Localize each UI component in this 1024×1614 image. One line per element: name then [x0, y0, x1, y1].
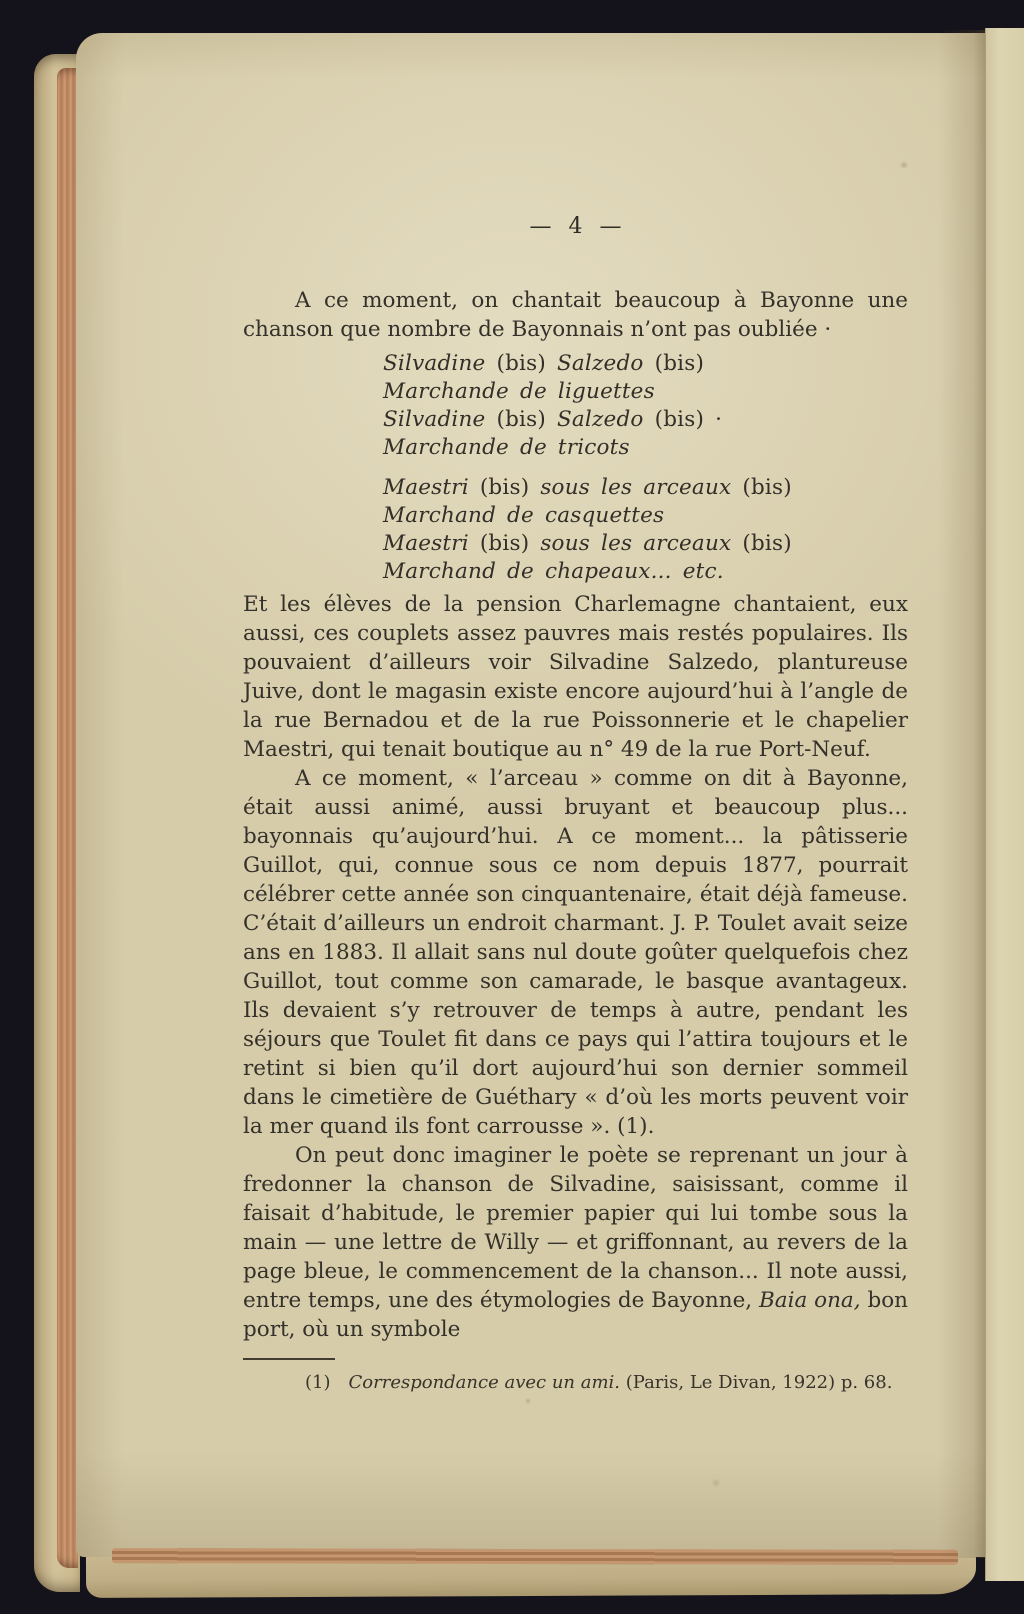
verse-line	[383, 502, 908, 530]
verse-line	[383, 350, 908, 378]
text-segment: Silvadine	[383, 351, 497, 376]
gutter-fold-shadow	[938, 30, 985, 1558]
body-paragraph	[243, 1141, 908, 1344]
text-segment: Baia ona,	[758, 1288, 861, 1313]
body-paragraph	[243, 764, 908, 1141]
text-segment: (1)	[305, 1372, 349, 1393]
text-segment: A ce moment, on chantait beaucoup à Bayonne une chanson que nombre de Bayonnais n’ont pas oubliée ·	[243, 288, 908, 342]
page-text	[243, 212, 908, 1396]
verse-line	[383, 406, 908, 434]
text-segment: sous les arceaux	[540, 531, 743, 556]
page-bottom-edge-pink	[112, 1548, 958, 1565]
text-segment: (bis)	[479, 531, 541, 556]
footnote-rule	[243, 1358, 335, 1360]
song-verse-1	[383, 350, 908, 462]
text-segment: sous les arceaux	[540, 475, 743, 500]
verse-line	[383, 378, 908, 406]
text-segment: On peut donc imaginer le poète se reprenant un jour à fredonner la chanson de Silvadine, saisissant, comme il faisait d’habitude, le premier papier qui lui tombe sous la main — une lettre de Willy — et griffonnant, au revers de la page bleue, le commencement de la chanson... Il note aussi, entre temps, une des étymologies de Bayonne,	[243, 1143, 908, 1313]
text-segment: Salzedo	[556, 407, 655, 432]
text-segment: (bis)	[496, 351, 557, 376]
text-segment: Maestri	[383, 475, 480, 500]
verse-line	[383, 434, 908, 462]
text-segment: Marchande de tricots	[383, 435, 630, 460]
page-number: — 4 —	[529, 214, 622, 239]
text-segment: (Paris, Le Divan, 1922) p. 68.	[620, 1372, 893, 1393]
intro-paragraph	[243, 286, 908, 344]
text-segment: Correspondance avec un ami.	[348, 1372, 621, 1393]
text-segment: Marchande de liguettes	[383, 379, 655, 404]
verse-line	[383, 530, 908, 558]
text-segment: Salzedo	[556, 351, 655, 376]
footnote	[243, 1370, 908, 1396]
text-segment: Marchand de chapeaux... etc.	[383, 559, 724, 584]
text-segment: bon port, où un symbole	[243, 1288, 908, 1342]
adjacent-page-edge	[985, 28, 1024, 1581]
song-verse-2	[383, 474, 908, 586]
body-paragraph	[243, 590, 908, 764]
verse-line	[383, 474, 908, 502]
body-paragraphs	[243, 590, 908, 1344]
verse-line	[383, 558, 908, 586]
text-segment: (bis)	[654, 351, 705, 376]
text-segment: Maestri	[383, 531, 480, 556]
text-segment: (bis)	[742, 531, 792, 556]
text-segment: Et les élèves de la pension Charlemagne chantaient, eux aussi, ces couplets assez pauvres mais restés populaires. Ils pouvaient d’ailleurs voir Silvadine Salzedo, plantureuse Juive, dont le magasin existe encore aujourd’hui à l’angle de la rue Bernadou et de la rue Poissonnerie et le chapelier Maestri, qui tenait boutique au n° 49 de la rue Port-Neuf.	[243, 592, 908, 762]
text-segment: (bis)	[496, 407, 557, 432]
book-page-stack-edge-pink	[57, 68, 78, 1568]
text-segment: (bis)	[479, 475, 541, 500]
text-segment: A ce moment, « l’arceau » comme on dit à Bayonne, était aussi animé, aussi bruyant et beaucoup plus... bayonnais qu’aujourd’hui. A ce moment... la pâtisserie Guillot, qui, connue sous ce nom depuis 1877, pourrait célébrer cette année son cinquantenaire, était déjà fameuse. C’était d’ailleurs un endroit charmant. J. P. Toulet avait seize ans en 1883. Il allait sans nul doute goûter quelquefois chez Guillot, tout comme son camarade, le basque avantageux. Ils devaient s’y retrouver de temps à autre, pendant les séjours que Toulet fit dans ce pays qui l’attira toujours et le retint si bien qu’il dort aujourd’hui son dernier sommeil dans le cimetière de Guéthary « d’où les morts peuvent voir la mer quand ils font carrousse ». (1).	[243, 766, 908, 1139]
text-segment: (bis) ·	[654, 407, 723, 432]
text-segment: Marchand de casquettes	[383, 503, 665, 528]
text-segment: Silvadine	[383, 407, 497, 432]
text-segment: (bis)	[742, 475, 792, 500]
